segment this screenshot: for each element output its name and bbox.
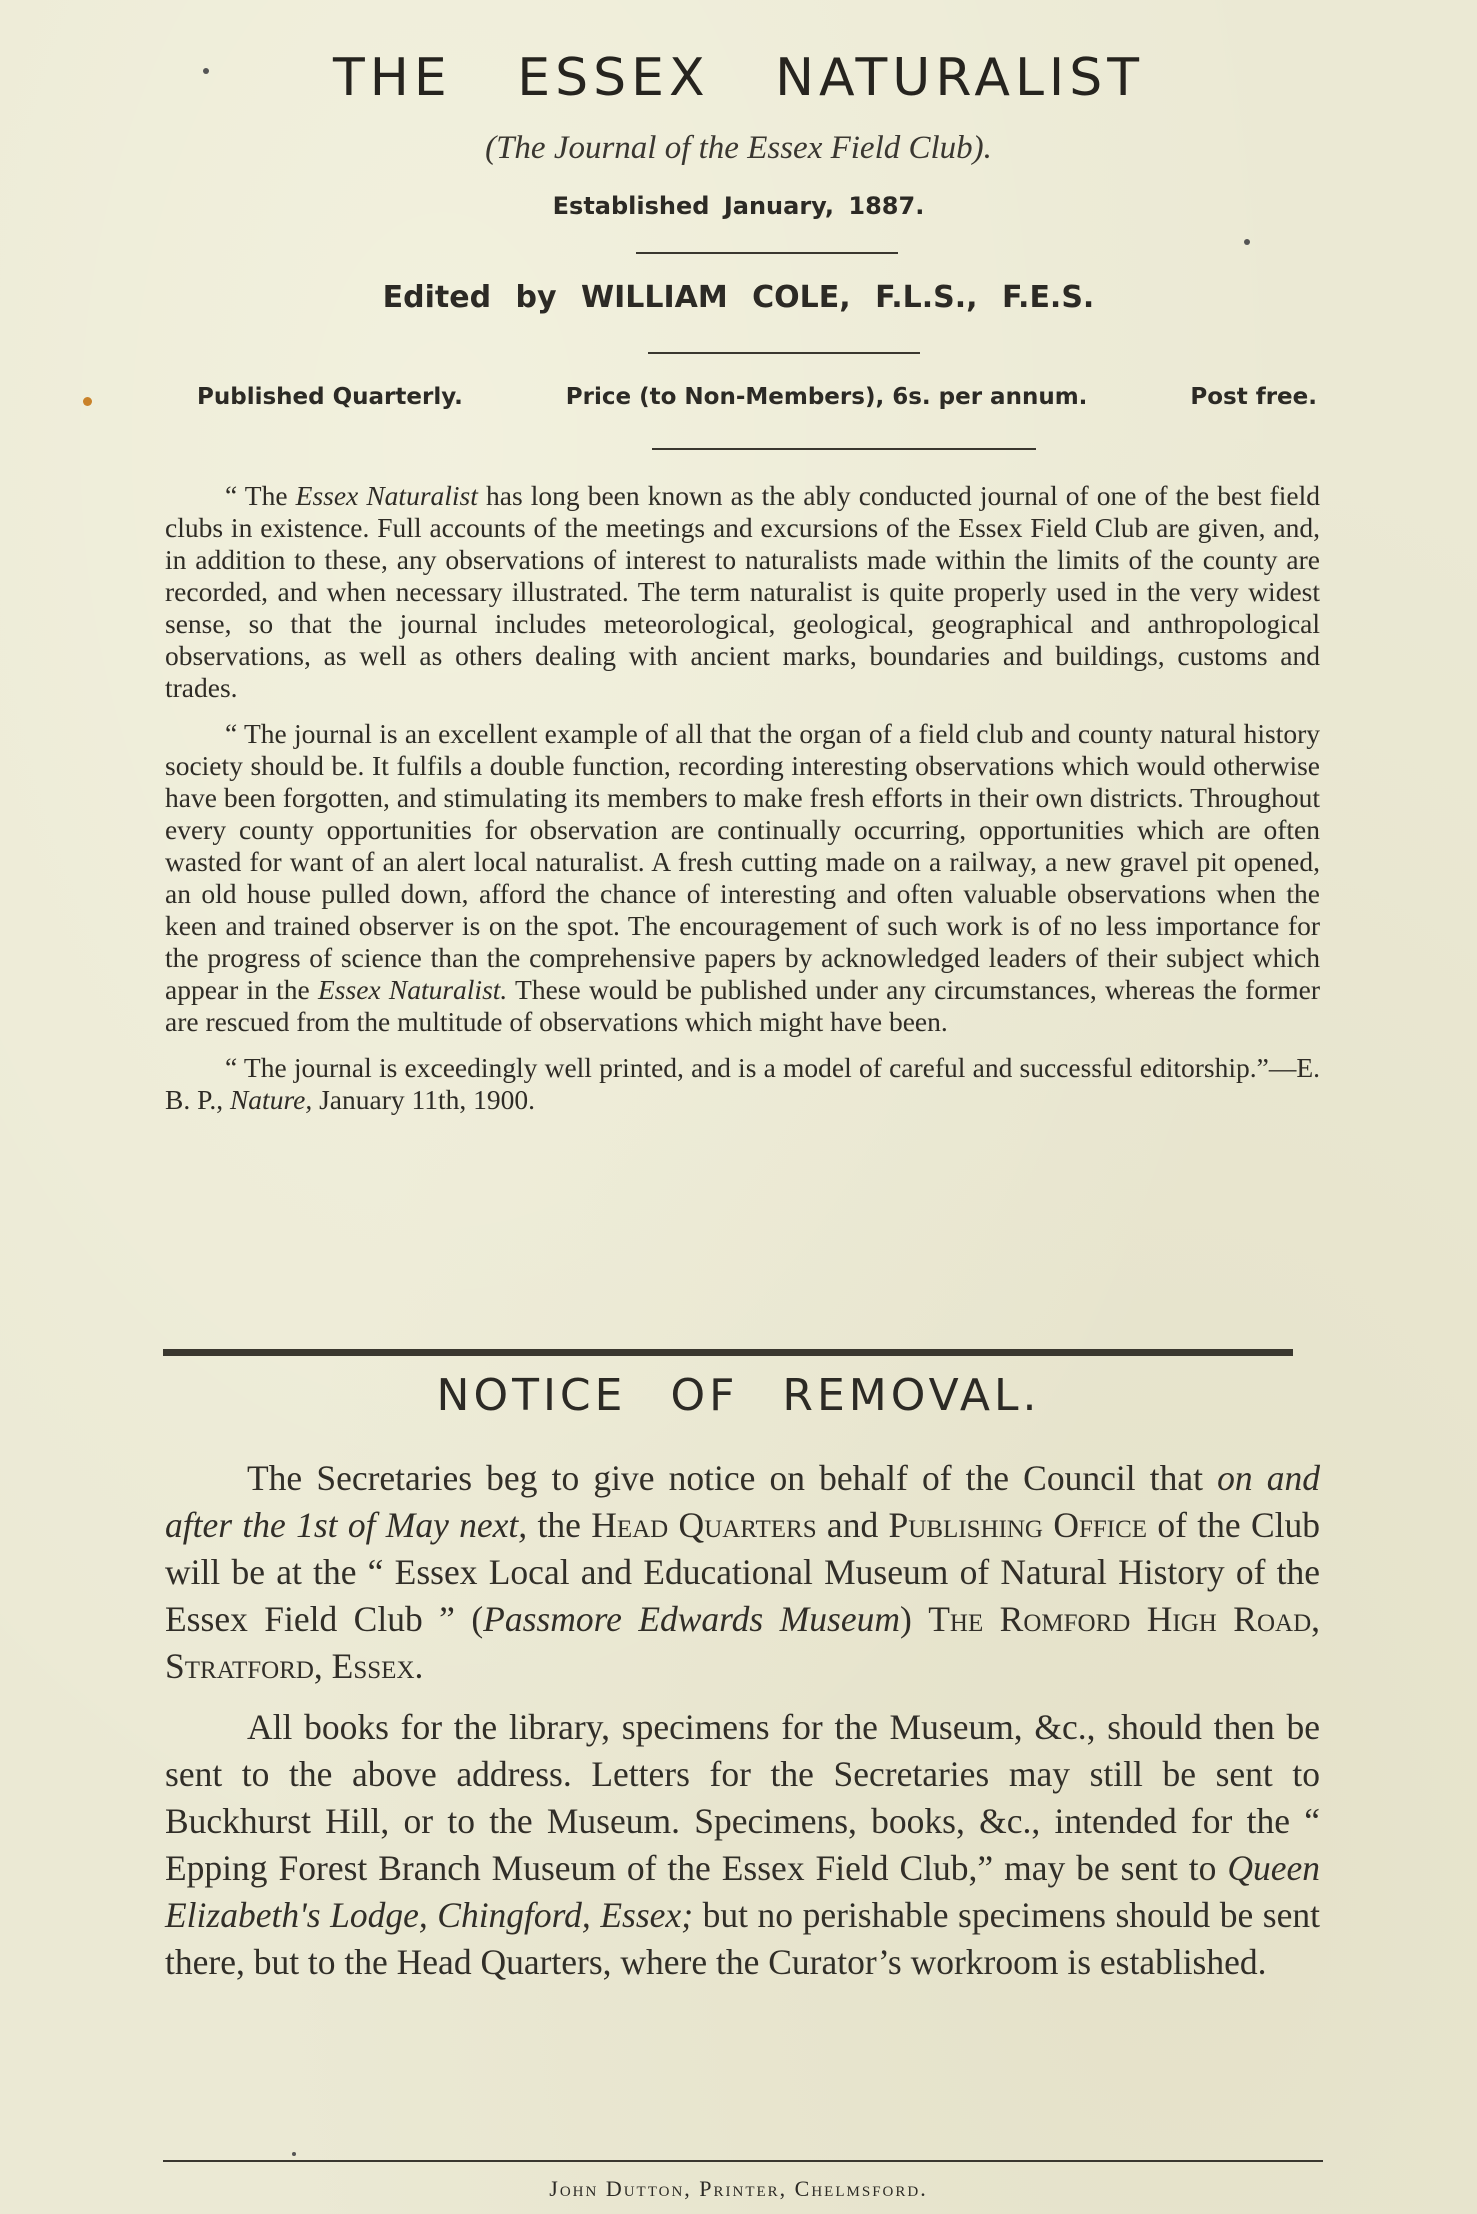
journal-title: THE ESSEX NATURALIST <box>332 48 1145 108</box>
publication-info <box>197 384 1317 410</box>
published-quarterly: Published Quarterly. <box>197 384 463 410</box>
notice-heading: NOTICE OF REMOVAL. <box>436 1370 1041 1421</box>
thick-divider <box>163 1349 1293 1356</box>
notice-of-removal <box>165 1455 1320 2000</box>
notice-paragraph: The Secretaries beg to give notice on behalf of the Council that on and after the 1st of May next, the Head Quarters and Publishing Office of the Club will be at the “ Essex Local and Educational Museum of Natural History of the Essex Field Club ” (Passmore Edwards Museum) The Romford High Road, Stratford, Essex. <box>165 1458 1321 1686</box>
quote-paragraph: “ The Essex Naturalist has long been known as the ably conducted journal of one of the best field clubs in existence. Full accounts of the meetings and excursions of the Essex Field Club are given, and, in addition to these, any observations of interest to naturalists made within the limits of the county are recorded, and when necessary illustrated. The term naturalist is quite properly used in the very widest sense, so that the journal includes meteorological, geological, geographical and anthropological observations, as well as others dealing with ancient marks, boundaries and buildings, customs and trades. <box>165 480 1321 703</box>
notice-paragraph: All books for the library, specimens for the Museum, &c., should then be sent to the above address. Letters for the Secretaries may still be sent to Buckhurst Hill, or to the Museum. Specimens, books, &c., intended for the “ Epping Forest Branch Museum of the Essex Field Club,” may be sent to Queen Elizabeth's Lodge, Chingford, Essex; but no perishable specimens should be sent there, but to the Head Quarters, where the Curator’s workroom is established. <box>165 1707 1320 1982</box>
divider <box>648 352 920 354</box>
quote-paragraph: “ The journal is exceedingly well printed, and is a model of careful and successful editorship.”—E. B. P., Nature, January 11th, 1900. <box>165 1052 1320 1115</box>
journal-name: Essex Naturalist. <box>318 974 508 1005</box>
footer-divider <box>163 2160 1323 2162</box>
journal-subtitle: (The Journal of the Essex Field Club). <box>485 130 992 166</box>
quote-source: Nature, <box>229 1084 313 1115</box>
journal-name: Essex Naturalist <box>295 480 478 511</box>
printer-imprint: John Dutton, Printer, Chelmsford. <box>549 2176 928 2201</box>
ink-speck <box>1244 239 1250 245</box>
divider <box>636 252 898 254</box>
price: Price (to Non-Members), 6s. per annum. <box>565 384 1088 410</box>
ink-speck <box>292 2152 296 2156</box>
editor-line: Edited by WILLIAM COLE, F.L.S., F.E.S. <box>382 280 1095 315</box>
post-free: Post free. <box>1190 384 1317 410</box>
divider <box>652 448 1036 450</box>
established-date: Established January, 1887. <box>552 192 925 220</box>
press-quotes <box>165 480 1320 1130</box>
quote-paragraph: “ The journal is an excellent example of all that the organ of a field club and county natural history society should be. It fulfils a double function, recording interesting observations which would otherwise have been forgotten, and stimulating its members to make fresh efforts in their own districts. Throughout every county opportunities for observation are continually occurring, opportunities which are often wasted for want of an alert local naturalist. A fresh cutting made on a railway, a new gravel pit opened, an old house pulled down, afford the chance of interesting and often valuable observations when the keen and trained observer is on the spot. The encouragement of such work is of no less importance for the progress of science than the comprehensive papers by acknowledged leaders of their subject which appear in the Essex Naturalist. These would be published under any circumstances, whereas the former are rescued from the multitude of observations which might have been. <box>165 718 1320 1037</box>
rust-speck <box>83 397 92 406</box>
address: The Romford High Road, Stratford, Essex. <box>165 1599 1320 1686</box>
